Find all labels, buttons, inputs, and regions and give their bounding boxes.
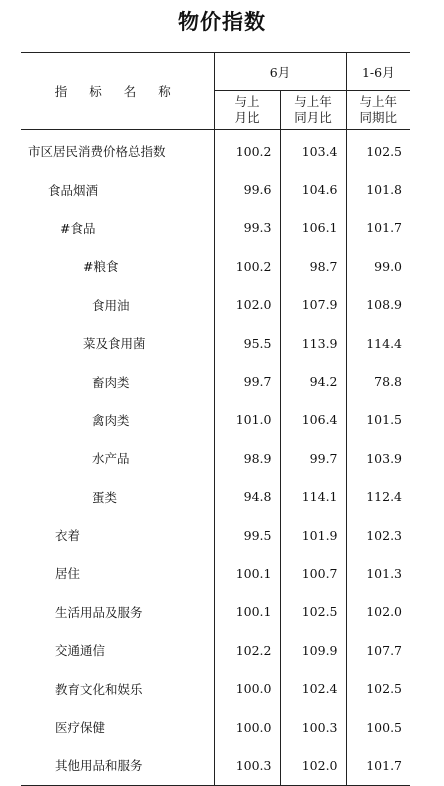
- mom-value-cell: 99.7: [214, 362, 280, 400]
- cumulative-header-line1: 与上年: [359, 94, 398, 109]
- indicator-name-cell: 医疗保健: [55, 720, 106, 736]
- mom-value-cell: 102.2: [214, 631, 280, 669]
- table-body: [21, 130, 410, 786]
- indicator-name-cell: 教育文化和娱乐: [55, 681, 143, 697]
- indicator-name-cell: 衣着: [55, 528, 81, 544]
- table-row: [21, 362, 410, 400]
- cumulative-header-line2: 同期比: [359, 110, 398, 125]
- cumulative-value-cell: 99.0: [346, 247, 410, 285]
- mom-value-cell: 98.9: [214, 439, 280, 477]
- cumulative-value-cell: 101.7: [346, 209, 410, 247]
- yoy-value-cell: 113.9: [280, 324, 346, 362]
- cumulative-value-cell: 101.3: [346, 554, 410, 592]
- price-index-table: [21, 52, 410, 786]
- indicator-name-cell: 蛋类: [92, 489, 118, 505]
- indicator-name-cell: 畜肉类: [92, 374, 130, 390]
- cumulative-value-cell: 102.3: [346, 516, 410, 554]
- table-row: [21, 593, 410, 631]
- mom-header: [214, 91, 280, 130]
- yoy-value-cell: 100.3: [280, 708, 346, 746]
- table-row: [21, 746, 410, 785]
- cumulative-header: [346, 91, 410, 130]
- table-row: [21, 247, 410, 285]
- cumulative-value-cell: 103.9: [346, 439, 410, 477]
- table-row: [21, 554, 410, 592]
- cumulative-value-cell: 108.9: [346, 286, 410, 324]
- indicator-name-cell: 水产品: [92, 451, 130, 467]
- indicator-name-cell: 居住: [55, 566, 81, 582]
- mom-value-cell: 100.0: [214, 669, 280, 707]
- table-row: [21, 478, 410, 516]
- indicator-name-cell: #粮食: [83, 259, 119, 275]
- table-row: [21, 209, 410, 247]
- indicator-name-header: 指 标 名 称: [21, 53, 214, 130]
- indicator-name-cell: 禽肉类: [92, 412, 130, 428]
- mom-header-line1: 与上: [234, 94, 260, 109]
- mom-header-line2: 月比: [234, 110, 260, 125]
- yoy-value-cell: 94.2: [280, 362, 346, 400]
- table-row: [21, 708, 410, 746]
- cumulative-value-cell: 101.7: [346, 746, 410, 785]
- table-row: [21, 170, 410, 208]
- yoy-value-cell: 107.9: [280, 286, 346, 324]
- mom-value-cell: 95.5: [214, 324, 280, 362]
- indicator-name-cell: 食品烟酒: [48, 182, 99, 198]
- yoy-value-cell: 102.4: [280, 669, 346, 707]
- yoy-header-line1: 与上年: [294, 94, 332, 109]
- table-row: [21, 439, 410, 477]
- yoy-header-line2: 同月比: [294, 110, 332, 125]
- cumulative-value-cell: 112.4: [346, 478, 410, 516]
- yoy-header: [280, 91, 346, 130]
- table-row: [21, 286, 410, 324]
- mom-value-cell: 99.6: [214, 170, 280, 208]
- mom-value-cell: 100.1: [214, 593, 280, 631]
- yoy-value-cell: 99.7: [280, 439, 346, 477]
- cumulative-value-cell: 101.8: [346, 170, 410, 208]
- page-title: 物价指数: [178, 10, 266, 34]
- cumulative-value-cell: 107.7: [346, 631, 410, 669]
- cumulative-value-cell: 102.5: [346, 669, 410, 707]
- cumulative-value-cell: 114.4: [346, 324, 410, 362]
- cumulative-value-cell: 100.5: [346, 708, 410, 746]
- table-header-row: [21, 53, 410, 91]
- table-row: [21, 516, 410, 554]
- indicator-name-cell: 市区居民消费价格总指数: [28, 144, 166, 160]
- yoy-value-cell: 109.9: [280, 631, 346, 669]
- table-row: [21, 401, 410, 439]
- mom-value-cell: 99.5: [214, 516, 280, 554]
- yoy-value-cell: 114.1: [280, 478, 346, 516]
- table-row: [21, 324, 410, 362]
- mom-value-cell: 94.8: [214, 478, 280, 516]
- yoy-value-cell: 104.6: [280, 170, 346, 208]
- yoy-value-cell: 103.4: [280, 130, 346, 171]
- yoy-value-cell: 106.4: [280, 401, 346, 439]
- mom-value-cell: 100.1: [214, 554, 280, 592]
- cumulative-value-cell: 78.8: [346, 362, 410, 400]
- mom-value-cell: 100.3: [214, 746, 280, 785]
- cumulative-group-header: 1-6月: [346, 53, 410, 91]
- yoy-value-cell: 106.1: [280, 209, 346, 247]
- cumulative-value-cell: 101.5: [346, 401, 410, 439]
- indicator-name-cell: #食品: [60, 220, 96, 236]
- mom-value-cell: 100.2: [214, 247, 280, 285]
- table-row: [21, 631, 410, 669]
- indicator-name-cell: 菜及食用菌: [83, 336, 146, 352]
- cumulative-value-cell: 102.5: [346, 130, 410, 171]
- mom-value-cell: 102.0: [214, 286, 280, 324]
- cumulative-value-cell: 102.0: [346, 593, 410, 631]
- mom-value-cell: 100.0: [214, 708, 280, 746]
- mom-value-cell: 101.0: [214, 401, 280, 439]
- yoy-value-cell: 100.7: [280, 554, 346, 592]
- month-group-header: 6月: [214, 53, 346, 91]
- indicator-name-cell: 其他用品和服务: [21, 746, 214, 785]
- table-row: [21, 669, 410, 707]
- yoy-value-cell: 102.5: [280, 593, 346, 631]
- indicator-name-cell: 食用油: [92, 297, 130, 313]
- mom-value-cell: 99.3: [214, 209, 280, 247]
- yoy-value-cell: 101.9: [280, 516, 346, 554]
- yoy-value-cell: 102.0: [280, 746, 346, 785]
- yoy-value-cell: 98.7: [280, 247, 346, 285]
- indicator-name-cell: 生活用品及服务: [55, 604, 143, 620]
- mom-value-cell: 100.2: [214, 130, 280, 171]
- table-row: [21, 130, 410, 171]
- indicator-name-cell: 交通通信: [55, 643, 106, 659]
